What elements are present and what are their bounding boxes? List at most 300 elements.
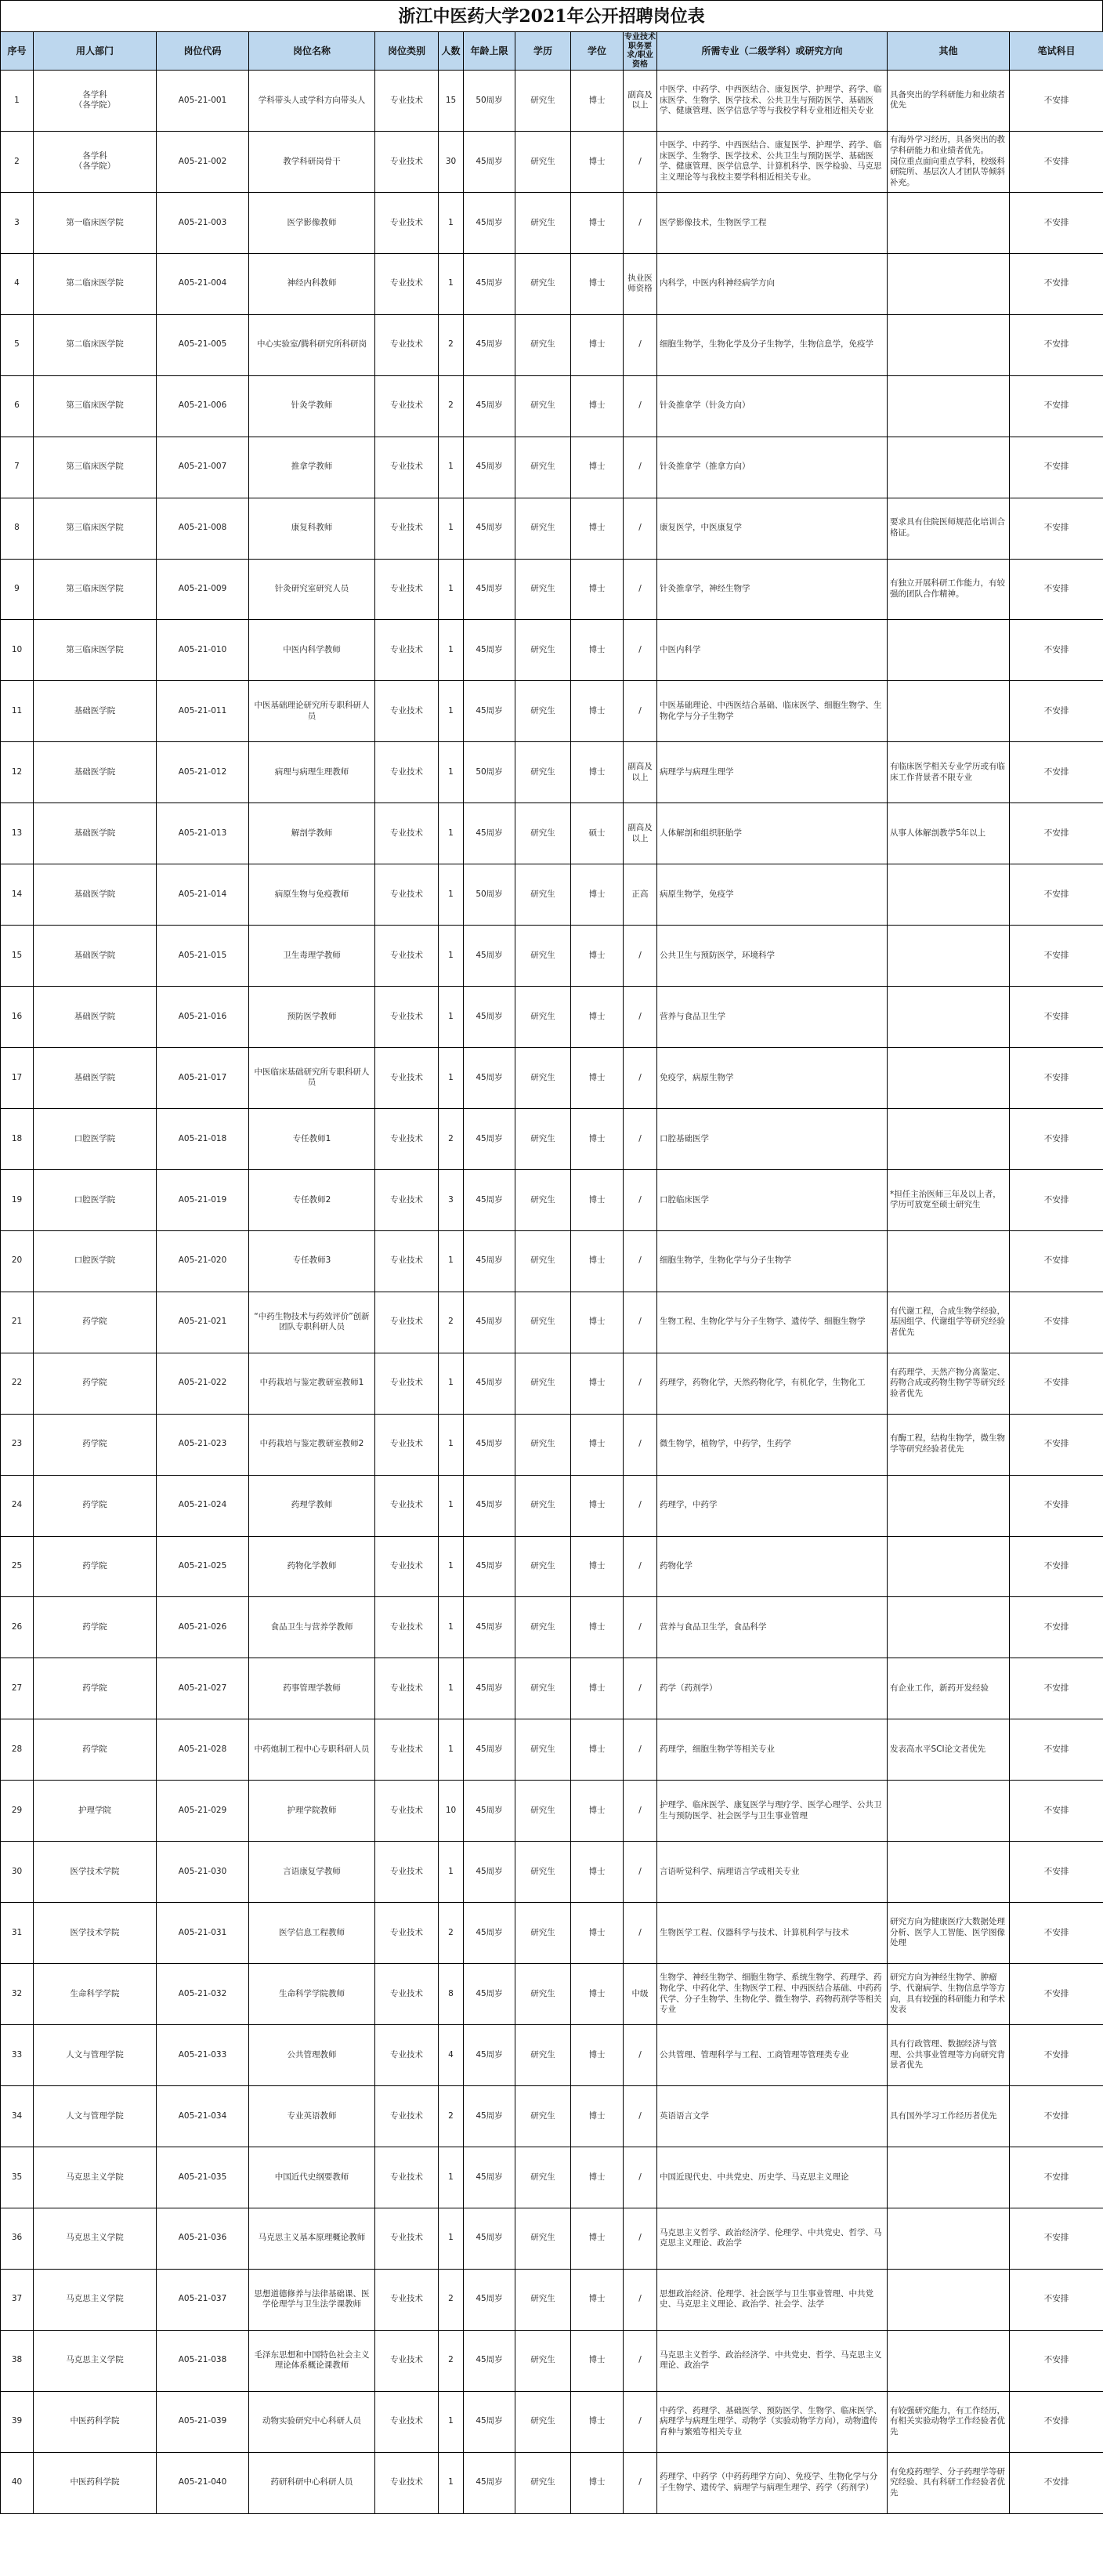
age-limit-cell: 45周岁 — [464, 131, 515, 192]
position-name-cell: 中心实验室/腾科研究所科研岗 — [249, 314, 375, 375]
row-number-cell: 21 — [1, 1292, 34, 1353]
headcount-cell: 15 — [439, 71, 464, 132]
department-cell: 基础医学院 — [34, 987, 157, 1048]
professional-title-cell: / — [624, 1903, 657, 1964]
position-code-cell: A05-21-028 — [157, 1719, 249, 1781]
position-code-cell: A05-21-010 — [157, 620, 249, 681]
other-requirements-cell: 研究方向为健康医疗大数据处理分析、医学人工智能、医学图像处理 — [888, 1903, 1010, 1964]
header-cell: 学位 — [571, 32, 624, 71]
header-cell: 笔试科目 — [1010, 32, 1103, 71]
headcount-cell: 2 — [439, 1108, 464, 1169]
department-cell: 中医药科学院 — [34, 2452, 157, 2513]
other-requirements-cell — [888, 620, 1010, 681]
age-limit-cell: 45周岁 — [464, 2330, 515, 2391]
table-row — [1, 1903, 1103, 1964]
professional-title-cell: / — [624, 681, 657, 742]
table-row — [1, 1230, 1103, 1292]
table-row — [1, 1169, 1103, 1230]
position-code-cell: A05-21-029 — [157, 1781, 249, 1842]
position-name-cell: 中医临床基础研究所专职科研人员 — [249, 1048, 375, 1109]
written-exam-cell: 不安排 — [1010, 1964, 1103, 2025]
other-requirements-cell — [888, 864, 1010, 926]
department-cell: 基础医学院 — [34, 742, 157, 803]
position-code-cell: A05-21-030 — [157, 1842, 249, 1903]
education-cell: 研究生 — [515, 926, 571, 987]
position-category-cell: 专业技术 — [375, 1964, 439, 2025]
written-exam-cell: 不安排 — [1010, 620, 1103, 681]
education-cell: 研究生 — [515, 437, 571, 498]
degree-cell: 博士 — [571, 1842, 624, 1903]
age-limit-cell: 45周岁 — [464, 1048, 515, 1109]
degree-cell: 博士 — [571, 131, 624, 192]
written-exam-cell: 不安排 — [1010, 926, 1103, 987]
position-category-cell: 专业技术 — [375, 1230, 439, 1292]
professional-title-cell: / — [624, 2025, 657, 2086]
position-name-cell: 中医内科学教师 — [249, 620, 375, 681]
written-exam-cell: 不安排 — [1010, 1353, 1103, 1414]
headcount-cell: 1 — [439, 1536, 464, 1597]
headcount-cell: 2 — [439, 314, 464, 375]
required-major-cell: 营养与食品卫生学 — [657, 987, 888, 1048]
header-cell: 用人部门 — [34, 32, 157, 71]
other-requirements-cell — [888, 2147, 1010, 2208]
position-name-cell: 针灸研究室研究人员 — [249, 559, 375, 620]
other-requirements-cell — [888, 1536, 1010, 1597]
department-cell: 口腔医学院 — [34, 1230, 157, 1292]
degree-cell: 博士 — [571, 1719, 624, 1781]
age-limit-cell: 45周岁 — [464, 2269, 515, 2330]
position-category-cell: 专业技术 — [375, 2208, 439, 2269]
department-cell: 药学院 — [34, 1292, 157, 1353]
degree-cell: 博士 — [571, 1230, 624, 1292]
education-cell: 研究生 — [515, 192, 571, 253]
age-limit-cell: 45周岁 — [464, 2147, 515, 2208]
required-major-cell: 营养与食品卫生学，食品科学 — [657, 1597, 888, 1658]
education-cell: 研究生 — [515, 1964, 571, 2025]
professional-title-cell: / — [624, 1292, 657, 1353]
headcount-cell: 1 — [439, 253, 464, 314]
row-number-cell: 13 — [1, 803, 34, 864]
position-code-cell: A05-21-034 — [157, 2085, 249, 2147]
education-cell: 研究生 — [515, 375, 571, 437]
position-code-cell: A05-21-038 — [157, 2330, 249, 2391]
table-row — [1, 620, 1103, 681]
written-exam-cell: 不安排 — [1010, 2085, 1103, 2147]
position-category-cell: 专业技术 — [375, 620, 439, 681]
position-code-cell: A05-21-025 — [157, 1536, 249, 1597]
written-exam-cell: 不安排 — [1010, 987, 1103, 1048]
table-row — [1, 192, 1103, 253]
degree-cell: 博士 — [571, 1353, 624, 1414]
table-row — [1, 1719, 1103, 1781]
degree-cell: 博士 — [571, 192, 624, 253]
position-code-cell: A05-21-032 — [157, 1964, 249, 2025]
document-title: 浙江中医药大学2021年公开招聘岗位表 — [0, 0, 1103, 31]
degree-cell: 博士 — [571, 2147, 624, 2208]
position-name-cell: 药研科研中心科研人员 — [249, 2452, 375, 2513]
age-limit-cell: 45周岁 — [464, 2391, 515, 2452]
age-limit-cell: 45周岁 — [464, 253, 515, 314]
position-code-cell: A05-21-035 — [157, 2147, 249, 2208]
other-requirements-cell: 有海外学习经历，具备突出的教学科研能力和业绩者优先。 岗位重点面向重点学科，校级科研院所、基层次人才团队等倾斜补充。 — [888, 131, 1010, 192]
other-requirements-cell — [888, 1842, 1010, 1903]
professional-title-cell: / — [624, 2085, 657, 2147]
required-major-cell: 病原生物学，免疫学 — [657, 864, 888, 926]
other-requirements-cell — [888, 2208, 1010, 2269]
education-cell: 研究生 — [515, 2391, 571, 2452]
position-code-cell: A05-21-019 — [157, 1169, 249, 1230]
position-name-cell: 学科带头人或学科方向带头人 — [249, 71, 375, 132]
position-name-cell: 中药栽培与鉴定教研室教师1 — [249, 1353, 375, 1414]
required-major-cell: 病理学与病理生理学 — [657, 742, 888, 803]
row-number-cell: 4 — [1, 253, 34, 314]
age-limit-cell: 45周岁 — [464, 1475, 515, 1536]
table-row — [1, 314, 1103, 375]
written-exam-cell: 不安排 — [1010, 314, 1103, 375]
education-cell: 研究生 — [515, 987, 571, 1048]
position-category-cell: 专业技术 — [375, 1536, 439, 1597]
degree-cell: 博士 — [571, 2025, 624, 2086]
required-major-cell: 药学（药剂学） — [657, 1658, 888, 1719]
position-name-cell: 中医基础理论研究所专职科研人员 — [249, 681, 375, 742]
headcount-cell: 8 — [439, 1964, 464, 2025]
department-cell: 第三临床医学院 — [34, 375, 157, 437]
headcount-cell: 1 — [439, 498, 464, 559]
table-row — [1, 2208, 1103, 2269]
position-category-cell: 专业技术 — [375, 192, 439, 253]
professional-title-cell: / — [624, 620, 657, 681]
age-limit-cell: 45周岁 — [464, 1169, 515, 1230]
professional-title-cell: / — [624, 1048, 657, 1109]
required-major-cell: 言语听觉科学、病理语言学或相关专业 — [657, 1842, 888, 1903]
position-category-cell: 专业技术 — [375, 1597, 439, 1658]
department-cell: 生命科学学院 — [34, 1964, 157, 2025]
education-cell: 研究生 — [515, 1781, 571, 1842]
degree-cell: 博士 — [571, 2452, 624, 2513]
other-requirements-cell — [888, 987, 1010, 1048]
other-requirements-cell: 具有行政管理、数据经济与管理、公共事业管理等方向研究背景者优先 — [888, 2025, 1010, 2086]
position-code-cell: A05-21-027 — [157, 1658, 249, 1719]
required-major-cell: 思想政治经济、伦理学、社会医学与卫生事业管理、中共党史、马克思主义理论、政治学、社会学、法学 — [657, 2269, 888, 2330]
professional-title-cell: / — [624, 987, 657, 1048]
age-limit-cell: 45周岁 — [464, 803, 515, 864]
education-cell: 研究生 — [515, 803, 571, 864]
education-cell: 研究生 — [515, 1597, 571, 1658]
headcount-cell: 1 — [439, 926, 464, 987]
table-row — [1, 2452, 1103, 2513]
department-cell: 基础医学院 — [34, 681, 157, 742]
professional-title-cell: / — [624, 2330, 657, 2391]
table-row — [1, 2147, 1103, 2208]
row-number-cell: 36 — [1, 2208, 34, 2269]
professional-title-cell: / — [624, 375, 657, 437]
age-limit-cell: 45周岁 — [464, 1230, 515, 1292]
written-exam-cell: 不安排 — [1010, 192, 1103, 253]
position-category-cell: 专业技术 — [375, 1169, 439, 1230]
headcount-cell: 30 — [439, 131, 464, 192]
other-requirements-cell: 从事人体解剖教学5年以上 — [888, 803, 1010, 864]
age-limit-cell: 50周岁 — [464, 742, 515, 803]
position-code-cell: A05-21-026 — [157, 1597, 249, 1658]
row-number-cell: 3 — [1, 192, 34, 253]
required-major-cell: 公共管理、管理科学与工程、工商管理等管理类专业 — [657, 2025, 888, 2086]
header-cell: 岗位代码 — [157, 32, 249, 71]
position-category-cell: 专业技术 — [375, 2269, 439, 2330]
table-row — [1, 926, 1103, 987]
department-cell: 药学院 — [34, 1658, 157, 1719]
other-requirements-cell — [888, 375, 1010, 437]
written-exam-cell: 不安排 — [1010, 1292, 1103, 1353]
headcount-cell: 2 — [439, 375, 464, 437]
position-code-cell: A05-21-017 — [157, 1048, 249, 1109]
table-row — [1, 559, 1103, 620]
department-cell: 药学院 — [34, 1414, 157, 1475]
position-category-cell: 专业技术 — [375, 926, 439, 987]
age-limit-cell: 45周岁 — [464, 2452, 515, 2513]
department-cell: 基础医学院 — [34, 1048, 157, 1109]
other-requirements-cell — [888, 1781, 1010, 1842]
position-category-cell: 专业技术 — [375, 2452, 439, 2513]
other-requirements-cell: 有免疫药理学、分子药理学等研究经验、具有科研工作经验者优先 — [888, 2452, 1010, 2513]
position-code-cell: A05-21-024 — [157, 1475, 249, 1536]
position-name-cell: 中药炮制工程中心专职科研人员 — [249, 1719, 375, 1781]
department-cell: 马克思主义学院 — [34, 2269, 157, 2330]
age-limit-cell: 45周岁 — [464, 498, 515, 559]
department-cell: 药学院 — [34, 1597, 157, 1658]
other-requirements-cell — [888, 2269, 1010, 2330]
written-exam-cell: 不安排 — [1010, 1475, 1103, 1536]
degree-cell: 博士 — [571, 2085, 624, 2147]
other-requirements-cell: 有较强研究能力，有工作经历，有相关实验动物学工作经验者优先 — [888, 2391, 1010, 2452]
other-requirements-cell: 具有国外学习工作经历者优先 — [888, 2085, 1010, 2147]
department-cell: 药学院 — [34, 1475, 157, 1536]
degree-cell: 博士 — [571, 1414, 624, 1475]
table-row — [1, 1475, 1103, 1536]
position-name-cell: 马克思主义基本原理概论教师 — [249, 2208, 375, 2269]
professional-title-cell: / — [624, 1230, 657, 1292]
professional-title-cell: / — [624, 1781, 657, 1842]
position-category-cell: 专业技术 — [375, 1658, 439, 1719]
required-major-cell: 药理学、中药学（中药药理学方向）、免疫学、生物化学与分子生物学、遗传学、病理学与病理生理学、药学（药剂学） — [657, 2452, 888, 2513]
table-row — [1, 2391, 1103, 2452]
row-number-cell: 7 — [1, 437, 34, 498]
required-major-cell: 中国近现代史、中共党史、历史学、马克思主义理论 — [657, 2147, 888, 2208]
position-code-cell: A05-21-013 — [157, 803, 249, 864]
position-name-cell: 药事管理学教师 — [249, 1658, 375, 1719]
row-number-cell: 28 — [1, 1719, 34, 1781]
education-cell: 研究生 — [515, 1353, 571, 1414]
department-cell: 医学技术学院 — [34, 1903, 157, 1964]
row-number-cell: 9 — [1, 559, 34, 620]
position-category-cell: 专业技术 — [375, 1719, 439, 1781]
table-body — [1, 71, 1103, 2514]
written-exam-cell: 不安排 — [1010, 2208, 1103, 2269]
department-cell: 第二临床医学院 — [34, 314, 157, 375]
required-major-cell: 微生物学，植物学，中药学，生药学 — [657, 1414, 888, 1475]
required-major-cell: 生物工程、生物化学与分子生物学、遗传学、细胞生物学 — [657, 1292, 888, 1353]
required-major-cell: 针灸推拿学（针灸方向） — [657, 375, 888, 437]
education-cell: 研究生 — [515, 2330, 571, 2391]
row-number-cell: 2 — [1, 131, 34, 192]
position-name-cell: 药物化学教师 — [249, 1536, 375, 1597]
table-row — [1, 1292, 1103, 1353]
position-code-cell: A05-21-031 — [157, 1903, 249, 1964]
row-number-cell: 37 — [1, 2269, 34, 2330]
department-cell: 马克思主义学院 — [34, 2330, 157, 2391]
department-cell: 口腔医学院 — [34, 1169, 157, 1230]
headcount-cell: 3 — [439, 1169, 464, 1230]
department-cell: 各学科 （各学院） — [34, 131, 157, 192]
education-cell: 研究生 — [515, 1536, 571, 1597]
degree-cell: 博士 — [571, 559, 624, 620]
headcount-cell: 1 — [439, 1658, 464, 1719]
position-name-cell: 毛泽东思想和中国特色社会主义理论体系概论课教师 — [249, 2330, 375, 2391]
education-cell: 研究生 — [515, 742, 571, 803]
required-major-cell: 针灸推拿学，神经生物学 — [657, 559, 888, 620]
professional-title-cell: / — [624, 314, 657, 375]
department-cell: 药学院 — [34, 1719, 157, 1781]
written-exam-cell: 不安排 — [1010, 1414, 1103, 1475]
other-requirements-cell — [888, 192, 1010, 253]
other-requirements-cell — [888, 1475, 1010, 1536]
department-cell: 马克思主义学院 — [34, 2208, 157, 2269]
education-cell: 研究生 — [515, 681, 571, 742]
position-name-cell: 康复科教师 — [249, 498, 375, 559]
headcount-cell: 2 — [439, 1292, 464, 1353]
position-code-cell: A05-21-040 — [157, 2452, 249, 2513]
required-major-cell: 内科学，中医内科神经病学方向 — [657, 253, 888, 314]
department-cell: 人文与管理学院 — [34, 2025, 157, 2086]
position-category-cell: 专业技术 — [375, 1781, 439, 1842]
required-major-cell: 生物医学工程、仪器科学与技术、计算机科学与技术 — [657, 1903, 888, 1964]
position-code-cell: A05-21-004 — [157, 253, 249, 314]
other-requirements-cell — [888, 681, 1010, 742]
education-cell: 研究生 — [515, 1414, 571, 1475]
position-code-cell: A05-21-007 — [157, 437, 249, 498]
degree-cell: 博士 — [571, 926, 624, 987]
other-requirements-cell — [888, 253, 1010, 314]
age-limit-cell: 45周岁 — [464, 926, 515, 987]
row-number-cell: 29 — [1, 1781, 34, 1842]
position-name-cell: 医学影像教师 — [249, 192, 375, 253]
row-number-cell: 34 — [1, 2085, 34, 2147]
position-category-cell: 专业技术 — [375, 2330, 439, 2391]
department-cell: 人文与管理学院 — [34, 2085, 157, 2147]
other-requirements-cell — [888, 437, 1010, 498]
age-limit-cell: 45周岁 — [464, 1292, 515, 1353]
professional-title-cell: / — [624, 192, 657, 253]
table-row — [1, 1781, 1103, 1842]
age-limit-cell: 45周岁 — [464, 620, 515, 681]
education-cell: 研究生 — [515, 1230, 571, 1292]
header-cell: 学历 — [515, 32, 571, 71]
table-row — [1, 1353, 1103, 1414]
written-exam-cell: 不安排 — [1010, 2269, 1103, 2330]
education-cell: 研究生 — [515, 71, 571, 132]
other-requirements-cell: 要求具有住院医师规范化培训合格证。 — [888, 498, 1010, 559]
header-cell: 所需专业（二级学科）或研究方向 — [657, 32, 888, 71]
education-cell: 研究生 — [515, 864, 571, 926]
department-cell: 基础医学院 — [34, 864, 157, 926]
written-exam-cell: 不安排 — [1010, 1597, 1103, 1658]
position-name-cell: 思想道德修养与法律基础课、医学伦理学与卫生法学课教师 — [249, 2269, 375, 2330]
position-code-cell: A05-21-023 — [157, 1414, 249, 1475]
department-cell: 马克思主义学院 — [34, 2147, 157, 2208]
professional-title-cell: / — [624, 559, 657, 620]
position-category-cell: 专业技术 — [375, 987, 439, 1048]
position-category-cell: 专业技术 — [375, 1475, 439, 1536]
written-exam-cell: 不安排 — [1010, 2330, 1103, 2391]
written-exam-cell: 不安排 — [1010, 2025, 1103, 2086]
written-exam-cell: 不安排 — [1010, 864, 1103, 926]
professional-title-cell: / — [624, 2452, 657, 2513]
position-category-cell: 专业技术 — [375, 1108, 439, 1169]
department-cell: 第三临床医学院 — [34, 498, 157, 559]
table-row — [1, 742, 1103, 803]
written-exam-cell: 不安排 — [1010, 253, 1103, 314]
headcount-cell: 1 — [439, 864, 464, 926]
age-limit-cell: 50周岁 — [464, 864, 515, 926]
department-cell: 药学院 — [34, 1353, 157, 1414]
position-code-cell: A05-21-037 — [157, 2269, 249, 2330]
written-exam-cell: 不安排 — [1010, 1230, 1103, 1292]
row-number-cell: 39 — [1, 2391, 34, 2452]
required-major-cell: 免疫学，病原生物学 — [657, 1048, 888, 1109]
position-code-cell: A05-21-021 — [157, 1292, 249, 1353]
education-cell: 研究生 — [515, 1292, 571, 1353]
written-exam-cell: 不安排 — [1010, 498, 1103, 559]
row-number-cell: 26 — [1, 1597, 34, 1658]
table-row — [1, 1964, 1103, 2025]
table-row — [1, 1414, 1103, 1475]
position-name-cell: 护理学院教师 — [249, 1781, 375, 1842]
table-row — [1, 2025, 1103, 2086]
degree-cell: 博士 — [571, 987, 624, 1048]
education-cell: 研究生 — [515, 1048, 571, 1109]
position-name-cell: 针灸学教师 — [249, 375, 375, 437]
education-cell: 研究生 — [515, 620, 571, 681]
education-cell: 研究生 — [515, 2147, 571, 2208]
degree-cell: 博士 — [571, 2391, 624, 2452]
row-number-cell: 38 — [1, 2330, 34, 2391]
position-category-cell: 专业技术 — [375, 71, 439, 132]
written-exam-cell: 不安排 — [1010, 2391, 1103, 2452]
headcount-cell: 1 — [439, 681, 464, 742]
position-category-cell: 专业技术 — [375, 1842, 439, 1903]
headcount-cell: 1 — [439, 437, 464, 498]
position-code-cell: A05-21-012 — [157, 742, 249, 803]
header-cell: 年龄上限 — [464, 32, 515, 71]
education-cell: 研究生 — [515, 2085, 571, 2147]
headcount-cell: 1 — [439, 1353, 464, 1414]
other-requirements-cell: 有临床医学相关专业学历或有临床工作背景者不限专业 — [888, 742, 1010, 803]
position-category-cell: 专业技术 — [375, 803, 439, 864]
written-exam-cell: 不安排 — [1010, 2147, 1103, 2208]
required-major-cell: 中药学、药理学、基础医学、预防医学、生物学、临床医学、病理学与病理生理学、动物学（实验动物学方向），动物遗传育种与繁殖等相关专业 — [657, 2391, 888, 2452]
age-limit-cell: 45周岁 — [464, 1964, 515, 2025]
table-row — [1, 1842, 1103, 1903]
other-requirements-cell — [888, 314, 1010, 375]
degree-cell: 博士 — [571, 2208, 624, 2269]
position-category-cell: 专业技术 — [375, 864, 439, 926]
position-name-cell: 医学信息工程教师 — [249, 1903, 375, 1964]
headcount-cell: 1 — [439, 1719, 464, 1781]
row-number-cell: 31 — [1, 1903, 34, 1964]
row-number-cell: 8 — [1, 498, 34, 559]
headcount-cell: 1 — [439, 1414, 464, 1475]
required-major-cell: 中医学、中药学、中西医结合、康复医学、护理学、药学、临床医学、生物学、医学技术、公共卫生与预防医学、基础医学、健康管理、医学信息学、计算机科学、医学检验、马克思主义理论等与我校主要学科相近相关专业。 — [657, 131, 888, 192]
table-row — [1, 1108, 1103, 1169]
